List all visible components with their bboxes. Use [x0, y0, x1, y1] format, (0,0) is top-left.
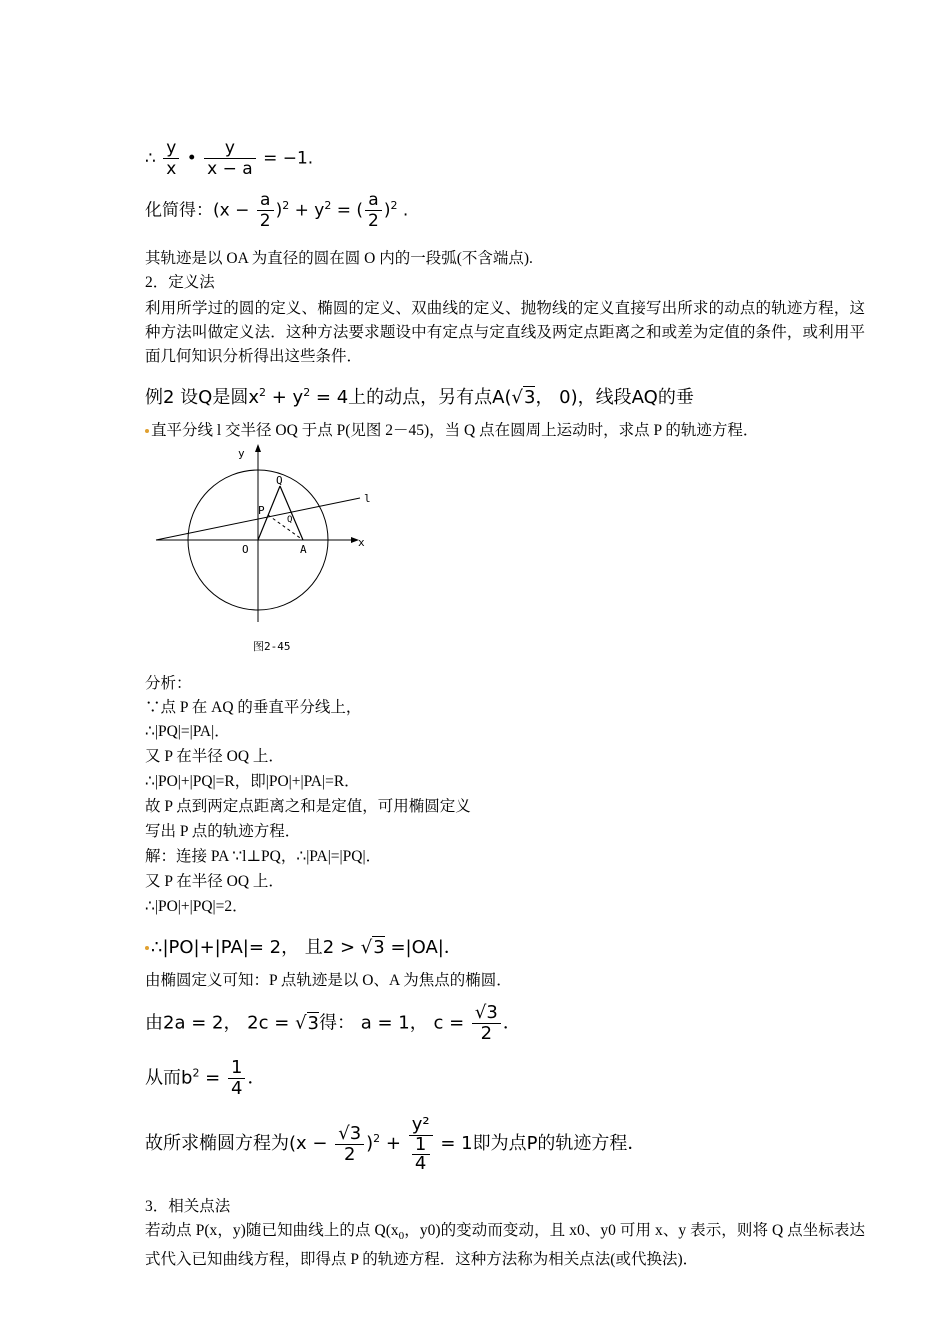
fraction-y-over-x: $\frac{y}{x}$	[163, 138, 179, 179]
analysis-line: ∴|PO|+|PQ|=R，即|PO|+|PA|=R．	[145, 773, 360, 790]
marker-dot	[145, 429, 149, 433]
paragraph-related-point-method: 若动点 P(x，y)随已知曲线上的点 $Q(x_0$，y0)的变动而变动，且 x0、y0 可用 x、y 表示，则将 Q 点坐标表达式代入已知曲线方程，即得点 P 的轨迹方程．这种方法称为相关点法(或代换法)．	[145, 1222, 865, 1269]
label-q-top: Q	[276, 474, 283, 487]
fraction-y-over-x-minus-a: $\frac{y}{x - a}$	[204, 138, 256, 179]
analysis-line: ∵点 P 在 AQ 的垂直平分线上，	[145, 699, 362, 716]
analysis-line: 分析：	[145, 675, 192, 692]
label-o: O	[242, 543, 249, 556]
equation-ellipse-result: 故所求椭圆方程为(x − $\frac{√3}{2}$ )$^2$ + y² 1 4 = 1即为点P的轨迹方程．	[145, 1114, 646, 1174]
analysis-line: ∴|PQ|=|PA|．	[145, 723, 230, 740]
paragraph-definition-method: 利用所学过的圆的定义、椭圆的定义、双曲线的定义、抛物线的定义直接写出所求的动点的轨迹方程，这种方法叫做定义法．这种方法要求题设中有定点与定直线及两定点距离之和或差为定值的条件，或利用平面几何知识分析得出这些条件．	[145, 300, 865, 365]
text-ellipse-definition: 由椭圆定义可知：P 点轨迹是以 O、A 为焦点的椭圆．	[145, 972, 512, 989]
label-l: l	[364, 492, 371, 505]
example2-statement: 直平分线 l 交半径 OQ 于点 P(见图 2－45)，当 Q 点在圆周上运动时，求点 P 的轨迹方程．	[145, 420, 758, 442]
analysis-line: 写出 P 点的轨迹方程．	[145, 823, 301, 840]
marker-dot	[145, 946, 149, 950]
equation-rhs: = −1.	[263, 148, 314, 169]
figure-caption: 图2-45	[253, 640, 291, 653]
example2-heading: 例2 设Q是圆$x^2 + y^2 = 4$上的动点，另有点A(√3， 0)，线段AQ的垂	[145, 386, 694, 408]
label-x: x	[358, 536, 365, 549]
therefore-symbol: ∴	[145, 148, 156, 169]
section-title-related-point-method: 3．相关点法	[145, 1198, 231, 1215]
solution-line: 解：连接 PA ∵l⊥PQ，∴|PA|=|PQ|．	[145, 848, 382, 865]
y-axis-arrow	[255, 444, 261, 452]
equation-b-squared: 从而$b^2$ = $\frac{1}{4}$ ．	[145, 1057, 266, 1099]
equation-a-c-values: 由2a = 2， 2c = √3得： a = 1， c = $\frac{√3}{2}$ ．	[145, 1002, 521, 1044]
label-y: y	[238, 447, 245, 460]
label-q-mid: Q	[287, 515, 293, 525]
analysis-line: 又 P 在半径 OQ 上．	[145, 748, 284, 765]
label-p: P	[258, 504, 265, 517]
label-a: A	[300, 543, 307, 556]
analysis-line: 故 P 点到两定点距离之和是定值，可用椭圆定义	[145, 798, 471, 815]
segment-qa	[280, 486, 303, 540]
section-title-definition-method: 2．定义法	[145, 274, 215, 291]
dot-operator: •	[186, 148, 197, 169]
equation-sum-gt-oa: ∴|PO|+|PA|= 2， 且2 > √3 =|OA|．	[145, 933, 462, 959]
figure-2-45	[150, 440, 390, 660]
equation-simplified-circle: 化简得：(x − $\frac{a}{2}$ )$^2 + y^2$ = ( $\frac{a}{2}$ )$^2$ .	[145, 190, 409, 231]
solution-line: 又 P 在半径 OQ 上．	[145, 873, 284, 890]
text-locus-arc: 其轨迹是以 OA 为直径的圆在圆 O 内的一段弧(不含端点).	[145, 250, 533, 267]
equation-slope-product	[145, 138, 313, 179]
solution-line: ∴|PO|+|PQ|=2．	[145, 898, 248, 915]
